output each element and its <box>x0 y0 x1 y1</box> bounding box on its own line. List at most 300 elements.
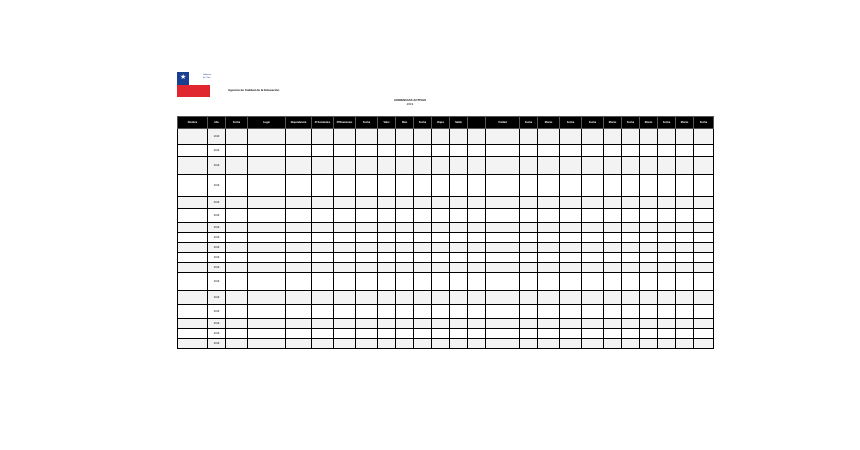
table-cell <box>334 253 356 263</box>
table-cell <box>694 291 714 305</box>
table-cell <box>658 291 676 305</box>
logo-red-block <box>177 85 210 97</box>
table-cell <box>396 263 414 273</box>
table-cell <box>378 197 396 209</box>
table-cell <box>560 339 582 349</box>
table-cell <box>378 291 396 305</box>
table-cell <box>432 209 450 223</box>
table-cell: 2019 <box>208 263 226 273</box>
table-cell <box>286 197 312 209</box>
column-header: Fecha <box>520 117 538 129</box>
table-cell <box>676 223 694 233</box>
table-cell <box>520 273 538 291</box>
table-cell <box>226 263 248 273</box>
table-cell <box>538 209 560 223</box>
column-header: Monto <box>676 117 694 129</box>
column-header: Fecha <box>356 117 378 129</box>
table-cell <box>396 243 414 253</box>
table-cell <box>486 329 520 339</box>
table-cell <box>378 339 396 349</box>
table-cell <box>286 223 312 233</box>
table-cell <box>248 329 286 339</box>
table-cell <box>640 233 658 243</box>
table-cell <box>286 129 312 145</box>
table-row <box>178 263 714 273</box>
table-cell <box>486 197 520 209</box>
table-cell <box>640 319 658 329</box>
table-cell <box>520 243 538 253</box>
column-header <box>468 117 486 129</box>
column-header: Viajes <box>432 117 450 129</box>
table-cell <box>468 223 486 233</box>
table-row <box>178 273 714 291</box>
table-cell <box>248 253 286 263</box>
table-cell <box>640 339 658 349</box>
table-cell <box>538 253 560 263</box>
table-cell <box>248 209 286 223</box>
table-cell <box>520 263 538 273</box>
table-cell <box>248 157 286 175</box>
table-cell <box>432 291 450 305</box>
table-cell <box>582 305 604 319</box>
table-row <box>178 157 714 175</box>
table-cell <box>286 253 312 263</box>
table-cell <box>450 223 468 233</box>
table-cell: 2019 <box>208 339 226 349</box>
table-cell: 2019 <box>208 145 226 157</box>
audiences-table <box>177 116 714 349</box>
table-cell <box>414 291 432 305</box>
table-cell <box>286 329 312 339</box>
table-cell <box>468 209 486 223</box>
table-row <box>178 175 714 197</box>
table-cell <box>312 339 334 349</box>
column-header: N°Reuniones <box>334 117 356 129</box>
table-cell <box>178 145 208 157</box>
table-cell <box>356 253 378 263</box>
table-cell <box>450 243 468 253</box>
table-cell <box>450 339 468 349</box>
table-cell <box>468 253 486 263</box>
table-cell <box>468 339 486 349</box>
table-cell <box>178 223 208 233</box>
table-cell <box>432 319 450 329</box>
table-cell <box>676 157 694 175</box>
table-cell <box>538 175 560 197</box>
table-cell <box>520 197 538 209</box>
table-cell <box>676 305 694 319</box>
table-cell <box>676 209 694 223</box>
table-row <box>178 329 714 339</box>
table-body <box>178 129 714 349</box>
table-cell <box>468 233 486 243</box>
table-row <box>178 209 714 223</box>
table-cell: 2019 <box>208 319 226 329</box>
table-cell <box>538 319 560 329</box>
table-cell: 2019 <box>208 197 226 209</box>
table-cell <box>450 175 468 197</box>
table-cell <box>356 157 378 175</box>
table-cell <box>486 319 520 329</box>
table-cell <box>356 339 378 349</box>
table-cell <box>286 291 312 305</box>
column-header: Fecha <box>582 117 604 129</box>
table-cell <box>640 129 658 145</box>
table-cell <box>538 339 560 349</box>
table-cell <box>356 305 378 319</box>
table-cell <box>312 329 334 339</box>
table-cell <box>356 145 378 157</box>
table-cell <box>694 339 714 349</box>
table-cell <box>582 209 604 223</box>
table-cell <box>622 233 640 243</box>
table-cell <box>312 263 334 273</box>
table-cell <box>658 209 676 223</box>
table-cell <box>334 243 356 253</box>
table-cell <box>312 305 334 319</box>
table-cell: 2019 <box>208 329 226 339</box>
table-cell <box>450 157 468 175</box>
table-cell <box>248 291 286 305</box>
table-cell <box>604 291 622 305</box>
table-cell <box>622 223 640 233</box>
table-cell <box>486 145 520 157</box>
table-cell <box>248 243 286 253</box>
table-cell <box>622 305 640 319</box>
table-cell <box>334 233 356 243</box>
column-header: Dependencia <box>286 117 312 129</box>
table-cell <box>450 329 468 339</box>
table-cell <box>622 273 640 291</box>
table-cell <box>248 263 286 273</box>
table-cell <box>538 305 560 319</box>
table-cell <box>334 209 356 223</box>
column-header: Fecha <box>226 117 248 129</box>
table-cell <box>622 329 640 339</box>
table-row <box>178 253 714 263</box>
table-cell <box>538 197 560 209</box>
table-cell <box>178 197 208 209</box>
table-row <box>178 305 714 319</box>
table-cell <box>694 157 714 175</box>
table-cell <box>226 157 248 175</box>
table-cell: 2019 <box>208 209 226 223</box>
table-cell <box>694 305 714 319</box>
column-header: Unidad <box>486 117 520 129</box>
table-cell <box>560 319 582 329</box>
table-cell <box>286 263 312 273</box>
table-cell <box>226 175 248 197</box>
table-cell <box>604 339 622 349</box>
table-row <box>178 233 714 243</box>
table-cell <box>520 129 538 145</box>
table-cell: 2019 <box>208 233 226 243</box>
table-cell <box>604 263 622 273</box>
table-cell <box>604 319 622 329</box>
table-cell <box>178 329 208 339</box>
table-cell <box>396 339 414 349</box>
table-cell <box>432 243 450 253</box>
table-cell <box>450 263 468 273</box>
table-cell <box>356 329 378 339</box>
table-cell <box>486 263 520 273</box>
table-cell <box>538 223 560 233</box>
table-cell <box>334 263 356 273</box>
table-cell <box>432 339 450 349</box>
table-cell <box>396 129 414 145</box>
table-row <box>178 145 714 157</box>
table-cell <box>226 233 248 243</box>
table-cell <box>694 233 714 243</box>
table-cell <box>694 329 714 339</box>
table-cell <box>396 233 414 243</box>
table-cell <box>334 273 356 291</box>
column-header: Fecha <box>414 117 432 129</box>
table-cell <box>622 339 640 349</box>
table-cell <box>486 273 520 291</box>
table-cell <box>658 263 676 273</box>
table-cell <box>356 273 378 291</box>
table-cell <box>520 291 538 305</box>
table-cell <box>356 129 378 145</box>
table-cell <box>356 175 378 197</box>
table-cell <box>622 175 640 197</box>
table-cell <box>432 145 450 157</box>
table-cell <box>432 175 450 197</box>
table-cell <box>676 243 694 253</box>
table-cell <box>248 319 286 329</box>
table-cell <box>658 157 676 175</box>
table-cell <box>694 263 714 273</box>
table-cell <box>582 339 604 349</box>
table-cell <box>604 305 622 319</box>
table-cell <box>520 339 538 349</box>
table-cell <box>582 263 604 273</box>
table-cell <box>356 209 378 223</box>
table-cell <box>622 291 640 305</box>
organization-name: Agencia de Calidad de la Educación <box>228 88 280 92</box>
table-cell: 2019 <box>208 157 226 175</box>
table-cell <box>178 175 208 197</box>
table-cell <box>640 305 658 319</box>
column-header: Nombre <box>178 117 208 129</box>
table-row <box>178 223 714 233</box>
table-cell <box>356 319 378 329</box>
table-cell <box>378 319 396 329</box>
table-cell <box>432 223 450 233</box>
table-cell <box>582 233 604 243</box>
table-cell <box>178 339 208 349</box>
table-cell <box>604 145 622 157</box>
table-cell <box>378 273 396 291</box>
table-cell <box>468 129 486 145</box>
table-cell <box>622 157 640 175</box>
table-cell <box>226 339 248 349</box>
table-cell <box>520 319 538 329</box>
column-header: Monto <box>538 117 560 129</box>
table-cell <box>468 145 486 157</box>
table-cell <box>414 319 432 329</box>
table-cell <box>378 263 396 273</box>
table-cell <box>226 291 248 305</box>
table-row <box>178 197 714 209</box>
table-cell <box>520 157 538 175</box>
table-cell <box>468 291 486 305</box>
table-cell <box>226 197 248 209</box>
table-cell <box>450 319 468 329</box>
table-cell <box>560 145 582 157</box>
table-cell <box>414 305 432 319</box>
table-cell <box>334 175 356 197</box>
table-cell <box>396 305 414 319</box>
table-cell <box>694 145 714 157</box>
table-cell <box>248 339 286 349</box>
table-cell <box>334 339 356 349</box>
table-cell <box>604 157 622 175</box>
table-cell <box>248 273 286 291</box>
table-cell <box>468 273 486 291</box>
table-cell <box>604 273 622 291</box>
table-cell: 2019 <box>208 243 226 253</box>
table-cell <box>582 175 604 197</box>
table-cell <box>414 243 432 253</box>
table-cell <box>356 263 378 273</box>
table-cell <box>604 175 622 197</box>
table-cell <box>560 223 582 233</box>
table-cell <box>520 175 538 197</box>
table-cell <box>658 197 676 209</box>
table-cell <box>520 209 538 223</box>
table-row <box>178 291 714 305</box>
table-cell <box>286 319 312 329</box>
table-cell <box>378 305 396 319</box>
table-cell <box>286 233 312 243</box>
table-cell <box>486 223 520 233</box>
table-cell <box>658 175 676 197</box>
column-header: Monto <box>604 117 622 129</box>
table-cell <box>378 243 396 253</box>
table-cell <box>312 253 334 263</box>
table-cell <box>432 157 450 175</box>
table-row <box>178 339 714 349</box>
column-header: Lugar <box>248 117 286 129</box>
table-cell <box>226 129 248 145</box>
table-cell <box>676 233 694 243</box>
table-cell <box>396 175 414 197</box>
table-cell <box>286 175 312 197</box>
table-cell <box>414 329 432 339</box>
table-cell <box>396 197 414 209</box>
table-cell <box>560 129 582 145</box>
table-cell <box>396 145 414 157</box>
table-cell <box>538 233 560 243</box>
table-cell <box>486 157 520 175</box>
table-cell <box>286 273 312 291</box>
table-cell <box>486 129 520 145</box>
table-cell <box>432 233 450 243</box>
table-cell <box>226 253 248 263</box>
table-cell <box>582 223 604 233</box>
table-cell <box>560 233 582 243</box>
column-header: Fecha <box>622 117 640 129</box>
table-cell <box>658 329 676 339</box>
table-cell <box>676 175 694 197</box>
table-cell <box>396 273 414 291</box>
table-cell <box>450 305 468 319</box>
table-cell <box>286 157 312 175</box>
table-cell <box>312 209 334 223</box>
table-cell <box>676 263 694 273</box>
table-cell <box>694 209 714 223</box>
table-cell <box>356 233 378 243</box>
table-cell <box>604 243 622 253</box>
table-cell <box>414 263 432 273</box>
table-cell <box>676 253 694 263</box>
table-cell <box>414 197 432 209</box>
table-cell <box>468 305 486 319</box>
table-cell <box>468 157 486 175</box>
table-cell <box>432 197 450 209</box>
table-cell <box>604 253 622 263</box>
table-cell <box>396 209 414 223</box>
table-cell <box>560 305 582 319</box>
table-cell <box>640 291 658 305</box>
table-cell <box>432 273 450 291</box>
table-cell <box>486 243 520 253</box>
table-cell: 2019 <box>208 253 226 263</box>
table-cell <box>432 305 450 319</box>
table-cell <box>468 175 486 197</box>
table-cell: 2019 <box>208 175 226 197</box>
table-cell <box>658 339 676 349</box>
table-cell <box>378 145 396 157</box>
table-cell <box>520 233 538 243</box>
table-cell <box>178 273 208 291</box>
table-header-row <box>178 117 714 129</box>
table-cell <box>356 291 378 305</box>
table-cell <box>286 209 312 223</box>
table-cell <box>414 273 432 291</box>
table-cell <box>286 243 312 253</box>
table-cell <box>658 145 676 157</box>
table-cell <box>396 329 414 339</box>
table-cell <box>676 339 694 349</box>
table-cell <box>622 209 640 223</box>
table-cell <box>622 243 640 253</box>
table-cell <box>432 129 450 145</box>
table-cell <box>538 129 560 145</box>
table-cell <box>468 329 486 339</box>
table-cell <box>378 233 396 243</box>
table-cell <box>450 209 468 223</box>
table-cell <box>378 175 396 197</box>
table-row <box>178 129 714 145</box>
table-cell <box>560 197 582 209</box>
table-cell <box>178 233 208 243</box>
table-cell <box>226 329 248 339</box>
table-cell <box>582 129 604 145</box>
table-cell <box>334 305 356 319</box>
table-cell <box>538 273 560 291</box>
table-cell <box>486 291 520 305</box>
table-cell <box>520 145 538 157</box>
document-subtitle: 2019 <box>406 102 414 106</box>
table-cell <box>312 233 334 243</box>
table-cell <box>622 145 640 157</box>
table-cell <box>468 263 486 273</box>
table-cell <box>622 253 640 263</box>
table-cell <box>226 273 248 291</box>
